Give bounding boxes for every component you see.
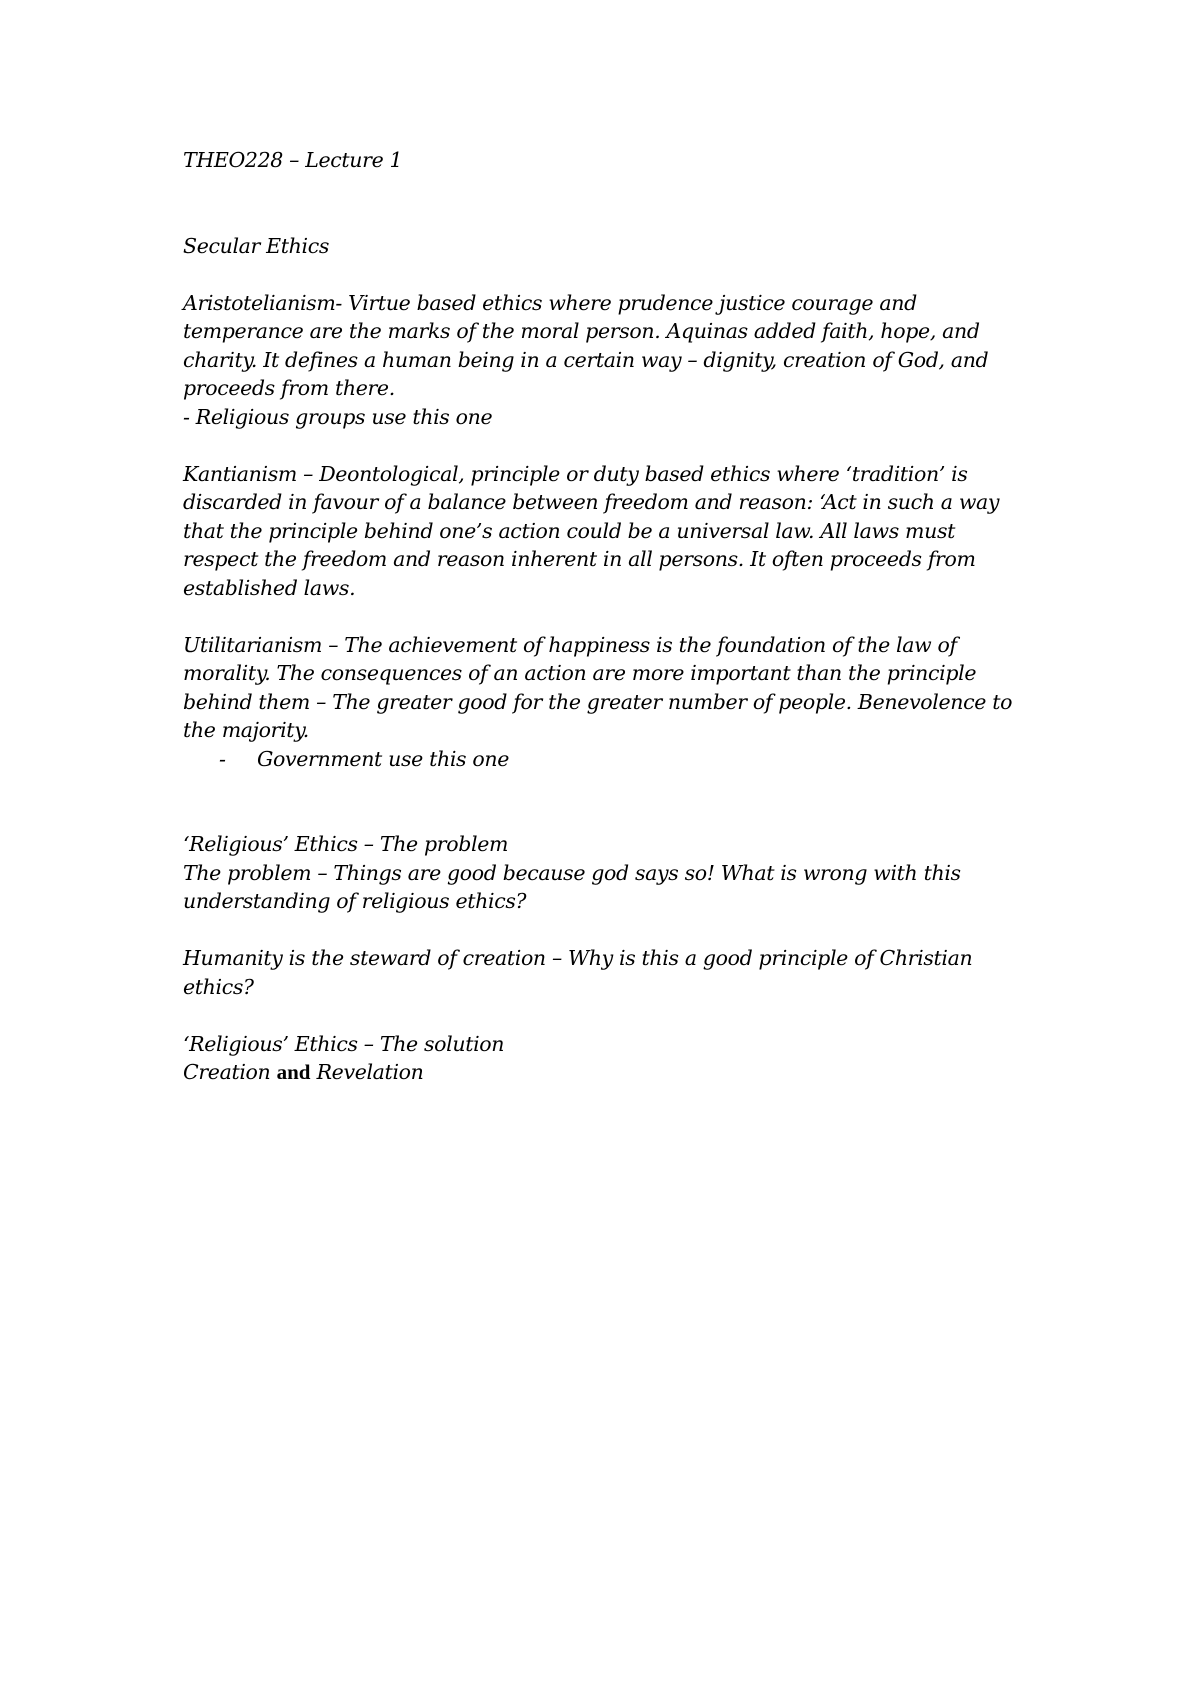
creation-word: Creation bbox=[183, 1060, 271, 1084]
utilitarianism-paragraph: Utilitarianism – The achievement of happiness is the foundation of the law of morality. The consequences of an action are more important than the principle behind them – The greater good for the greater number of people. Benevolence to the majority. bbox=[183, 632, 1013, 742]
document-body bbox=[183, 146, 1023, 1087]
spacer bbox=[183, 916, 1023, 945]
bullet-text: Government use this one bbox=[257, 746, 509, 771]
spacer bbox=[183, 773, 1023, 830]
bullet-dash: - bbox=[219, 746, 226, 771]
spacer bbox=[183, 175, 1023, 232]
revelation-word: Revelation bbox=[316, 1060, 424, 1084]
religious-solution-heading: ‘Religious’ Ethics – The solution bbox=[183, 1031, 505, 1056]
and-word: and bbox=[276, 1060, 311, 1084]
spacer bbox=[183, 1001, 1023, 1030]
document-title: THEO228 – Lecture 1 bbox=[183, 148, 403, 172]
religious-problem-paragraph: The problem – Things are good because god says so! What is wrong with this understanding of religious ethics? bbox=[183, 860, 961, 913]
religious-solution-line bbox=[183, 1058, 1023, 1087]
aristotelianism-note: - Religious groups use this one bbox=[183, 404, 493, 429]
section-heading: Secular Ethics bbox=[183, 233, 330, 258]
kantianism-paragraph: Kantianism – Deontological, principle or duty based ethics where ‘tradition’ is discarded in favour of a balance between freedom and reason: ‘Act in such a way that the principle behind one’s action could be a universal law. All laws must respect the freedom and reason inherent in all persons. It often proceeds from established laws. bbox=[183, 461, 1000, 600]
spacer bbox=[183, 260, 1023, 289]
religious-problem-heading: ‘Religious’ Ethics – The problem bbox=[183, 832, 509, 856]
spacer bbox=[183, 431, 1023, 460]
humanity-paragraph: Humanity is the steward of creation – Why is this a good principle of Christian ethics? bbox=[183, 946, 973, 999]
spacer bbox=[183, 602, 1023, 631]
utilitarianism-bullet bbox=[183, 745, 1023, 774]
aristotelianism-paragraph: Aristotelianism- Virtue based ethics where prudence justice courage and temperance are the marks of the moral person. Aquinas added faith, hope, and charity. It defines a human being in a certain way – dignity, creation of God, and proceeds from there. bbox=[183, 290, 989, 400]
